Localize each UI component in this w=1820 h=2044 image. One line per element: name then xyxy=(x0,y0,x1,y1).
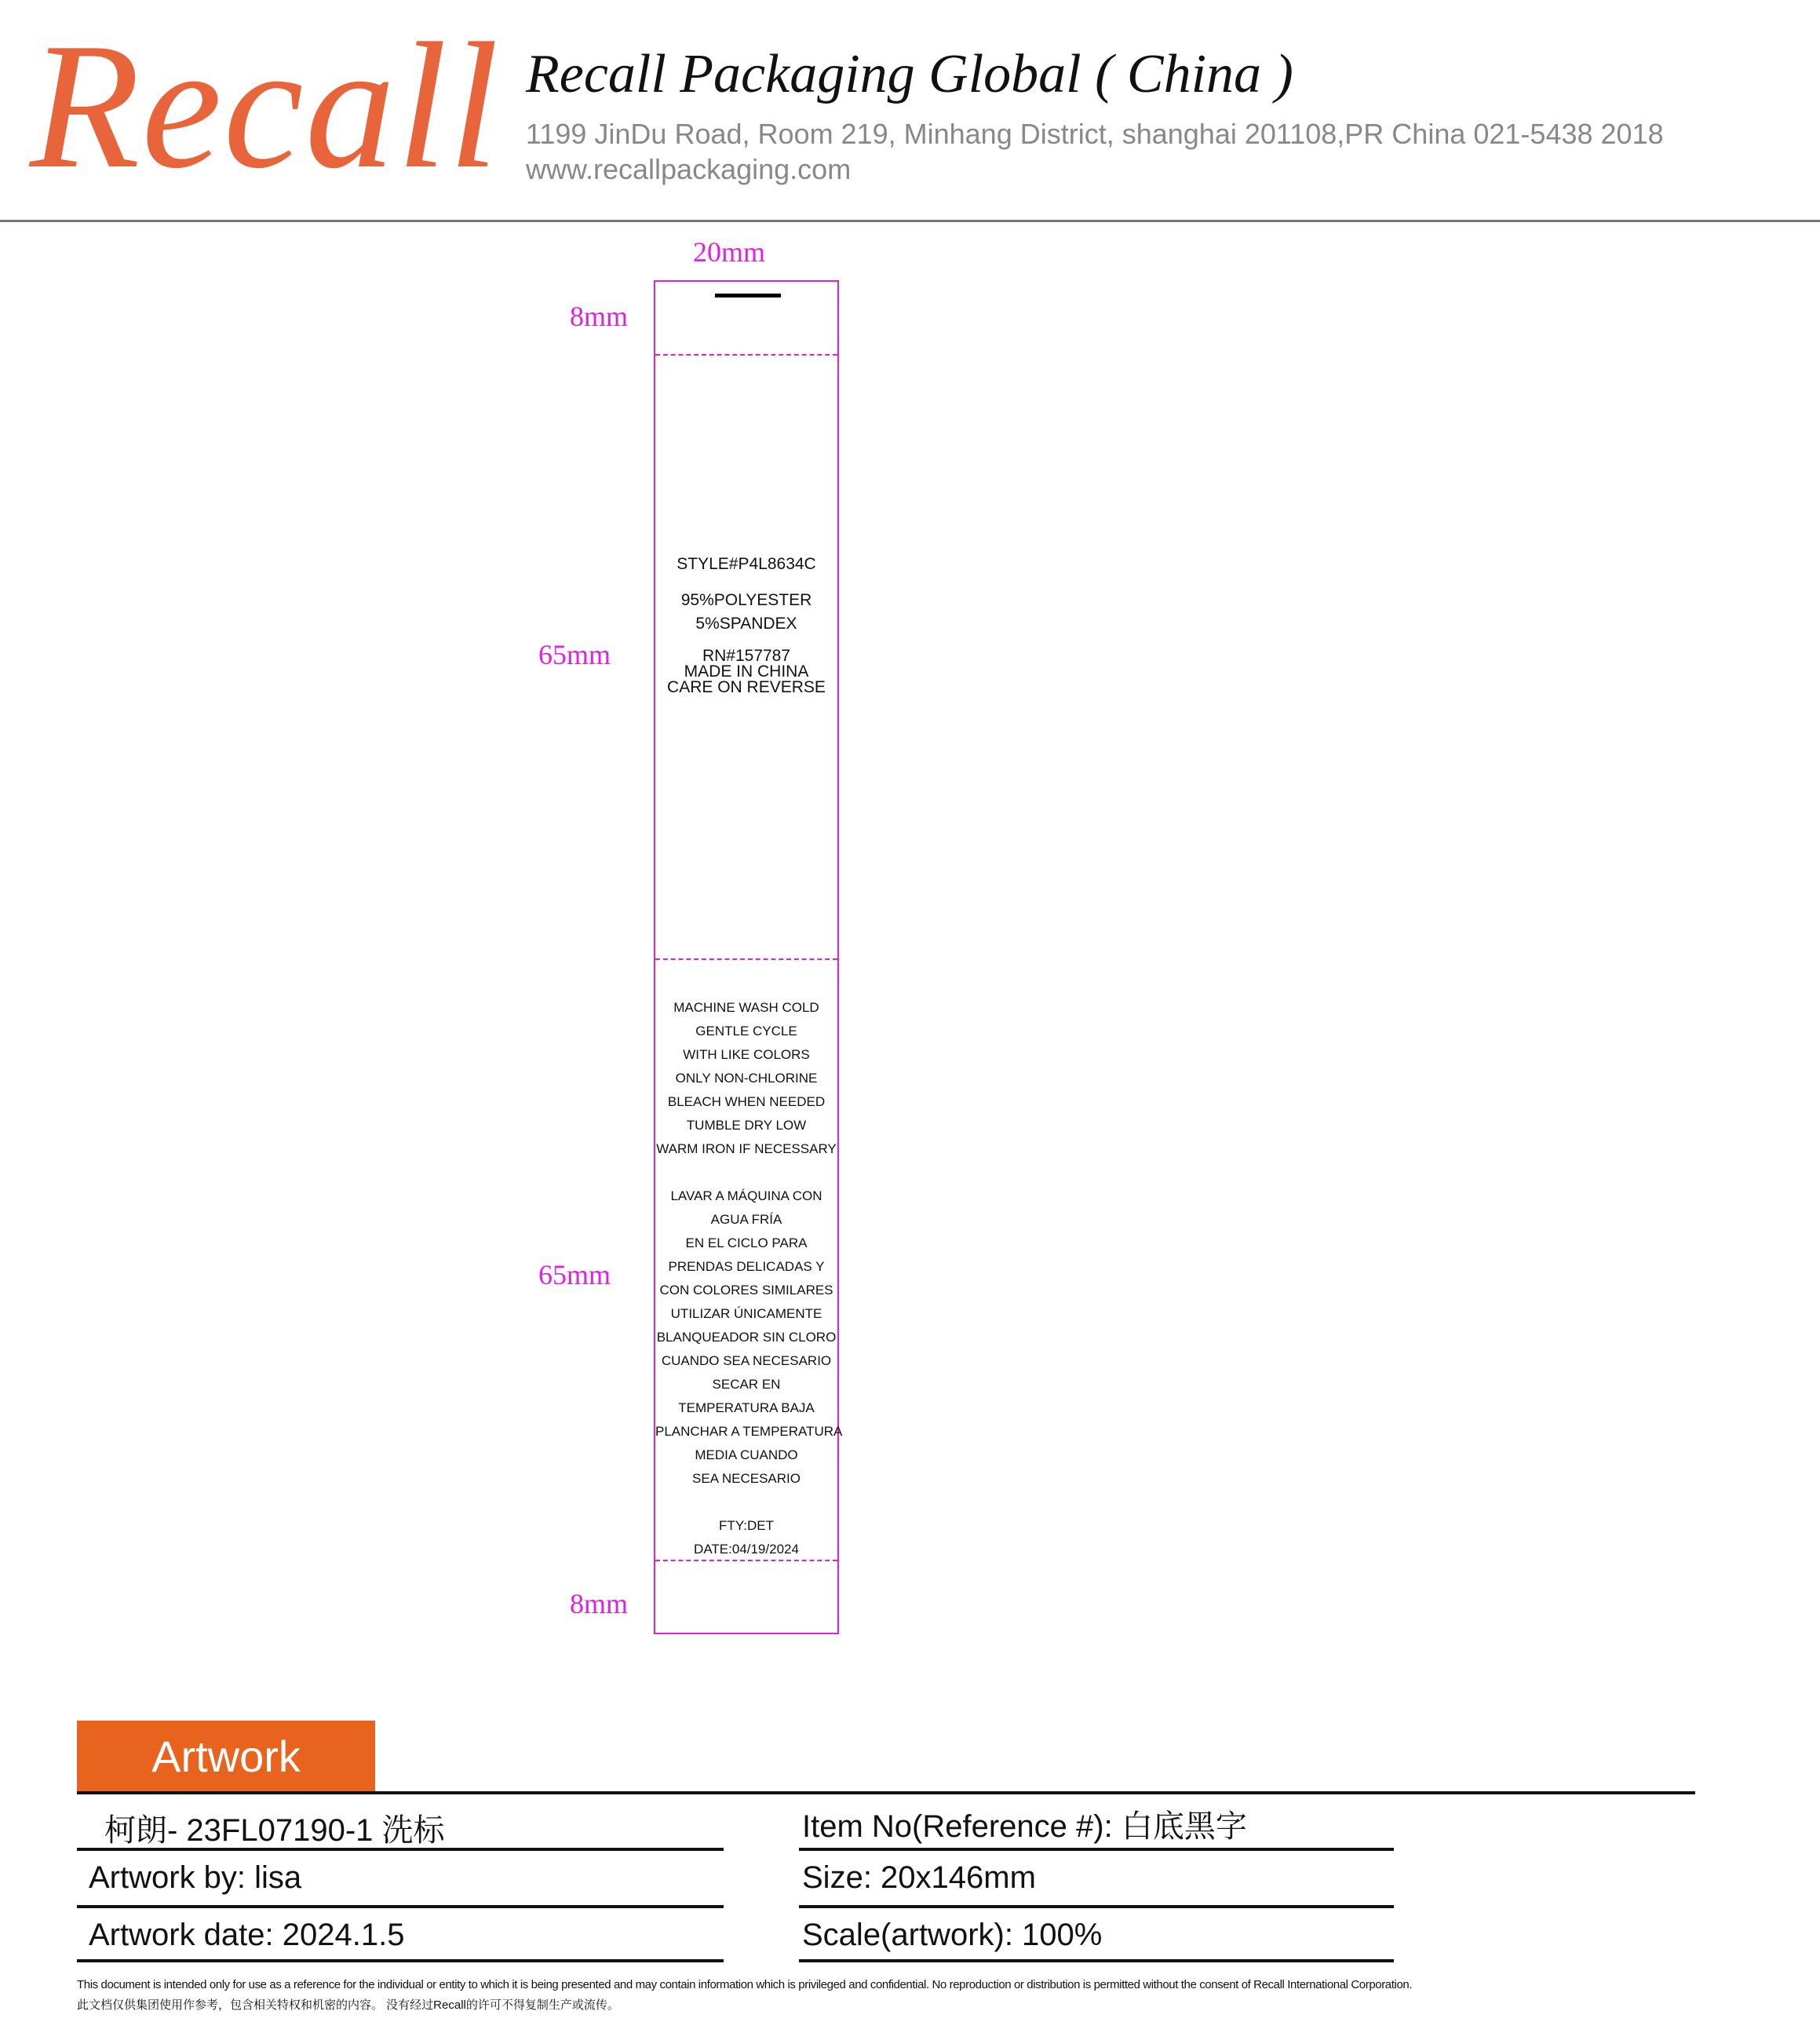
disclaimer-english: This document is intended only for use as a reference for the individual or entity to which it is being presented and may contain information which is privileged and confidential. No reproduction or distribution is permitted without the consent of Recall International Corporation. xyxy=(77,1978,1413,1991)
company-address: 1199 JinDu Road, Room 219, Minhang District, shanghai 201108,PR China 021-5438 2018 xyxy=(526,118,1664,150)
care-line-en: WARM IRON IF NECESSARY xyxy=(656,1141,837,1156)
care-line-es: TEMPERATURA BAJA xyxy=(678,1400,815,1415)
style-number: STYLE#P4L8634C xyxy=(677,555,816,573)
care-line-es: MEDIA CUANDO xyxy=(695,1447,798,1462)
row-divider xyxy=(799,1848,1394,1851)
row-divider xyxy=(799,1959,1394,1962)
row-divider xyxy=(77,1848,724,1851)
row-divider xyxy=(77,1905,724,1908)
care-line-es: AGUA FRÍA xyxy=(710,1212,782,1227)
artwork-scale: Scale(artwork): 100% xyxy=(802,1918,1103,1952)
company-website[interactable]: www.recallpackaging.com xyxy=(526,153,852,185)
care-line-en: MACHINE WASH COLD xyxy=(673,1000,819,1015)
artwork-by: Artwork by: lisa xyxy=(89,1860,302,1895)
care-note: CARE ON REVERSE xyxy=(667,678,826,696)
artwork-tab: Artwork xyxy=(77,1721,375,1791)
dimension-back-panel: 65mm xyxy=(538,1259,611,1290)
care-line-es: PLANCHAR A TEMPERATURA xyxy=(655,1424,843,1439)
production-date: DATE:04/19/2024 xyxy=(694,1542,799,1557)
factory-code: FTY:DET xyxy=(719,1518,774,1533)
country-of-origin: MADE IN CHINA xyxy=(684,662,809,681)
hang-mark xyxy=(715,294,781,297)
care-line-es: LAVAR A MÁQUINA CON xyxy=(670,1188,822,1203)
product-name: 柯朗- 23FL07190-1 洗标 xyxy=(104,1813,445,1848)
label-front-panel xyxy=(655,553,837,695)
dimension-bottom-fold: 8mm xyxy=(570,1588,629,1619)
fiber-content-2: 5%SPANDEX xyxy=(695,615,797,633)
artwork-date: Artwork date: 2024.1.5 xyxy=(89,1918,405,1952)
care-line-en: TUMBLE DRY LOW xyxy=(686,1118,807,1133)
dimension-front-panel: 65mm xyxy=(538,639,611,670)
care-line-es: EN EL CICLO PARA xyxy=(685,1236,808,1250)
header-divider xyxy=(0,220,1820,222)
care-label-dieline xyxy=(654,280,843,1634)
care-line-en: BLEACH WHEN NEEDED xyxy=(667,1094,826,1109)
care-line-en: WITH LIKE COLORS xyxy=(683,1047,810,1062)
item-number: Item No(Reference #): 白底黑字 xyxy=(802,1809,1247,1844)
care-line-es: CON COLORES SIMILARES xyxy=(659,1283,833,1298)
row-divider xyxy=(799,1905,1394,1908)
care-line-es: SECAR EN xyxy=(712,1377,781,1392)
care-line-en: ONLY NON-CHLORINE xyxy=(675,1071,818,1086)
care-line-es: SEA NECESARIO xyxy=(692,1471,801,1486)
care-line-es: BLANQUEADOR SIN CLORO xyxy=(656,1330,837,1345)
fold-line-top xyxy=(655,354,837,356)
disclaimer-chinese: 此文档仅供集团使用作参考，包含相关特权和机密的内容。 没有经过Recall的许可不得复制生产或流传。 xyxy=(77,1998,619,2012)
company-name: Recall Packaging Global ( China ) xyxy=(526,44,1293,104)
care-line-es: UTILIZAR ÚNICAMENTE xyxy=(670,1306,822,1321)
recall-logo: Recall xyxy=(30,5,501,206)
rn-number: RN#157787 xyxy=(702,647,791,665)
label-back-panel xyxy=(655,996,843,1561)
care-line-es: PRENDAS DELICADAS Y xyxy=(668,1259,825,1274)
care-line-en: GENTLE CYCLE xyxy=(695,1024,797,1038)
artwork-divider xyxy=(77,1791,1695,1794)
dimension-width: 20mm xyxy=(693,236,766,268)
care-line-es: CUANDO SEA NECESARIO xyxy=(661,1353,832,1368)
fold-line-middle xyxy=(655,958,837,960)
label-size: Size: 20x146mm xyxy=(802,1860,1036,1895)
dimension-top-fold: 8mm xyxy=(570,301,629,332)
row-divider xyxy=(77,1959,724,1962)
fiber-content-1: 95%POLYESTER xyxy=(680,591,812,609)
